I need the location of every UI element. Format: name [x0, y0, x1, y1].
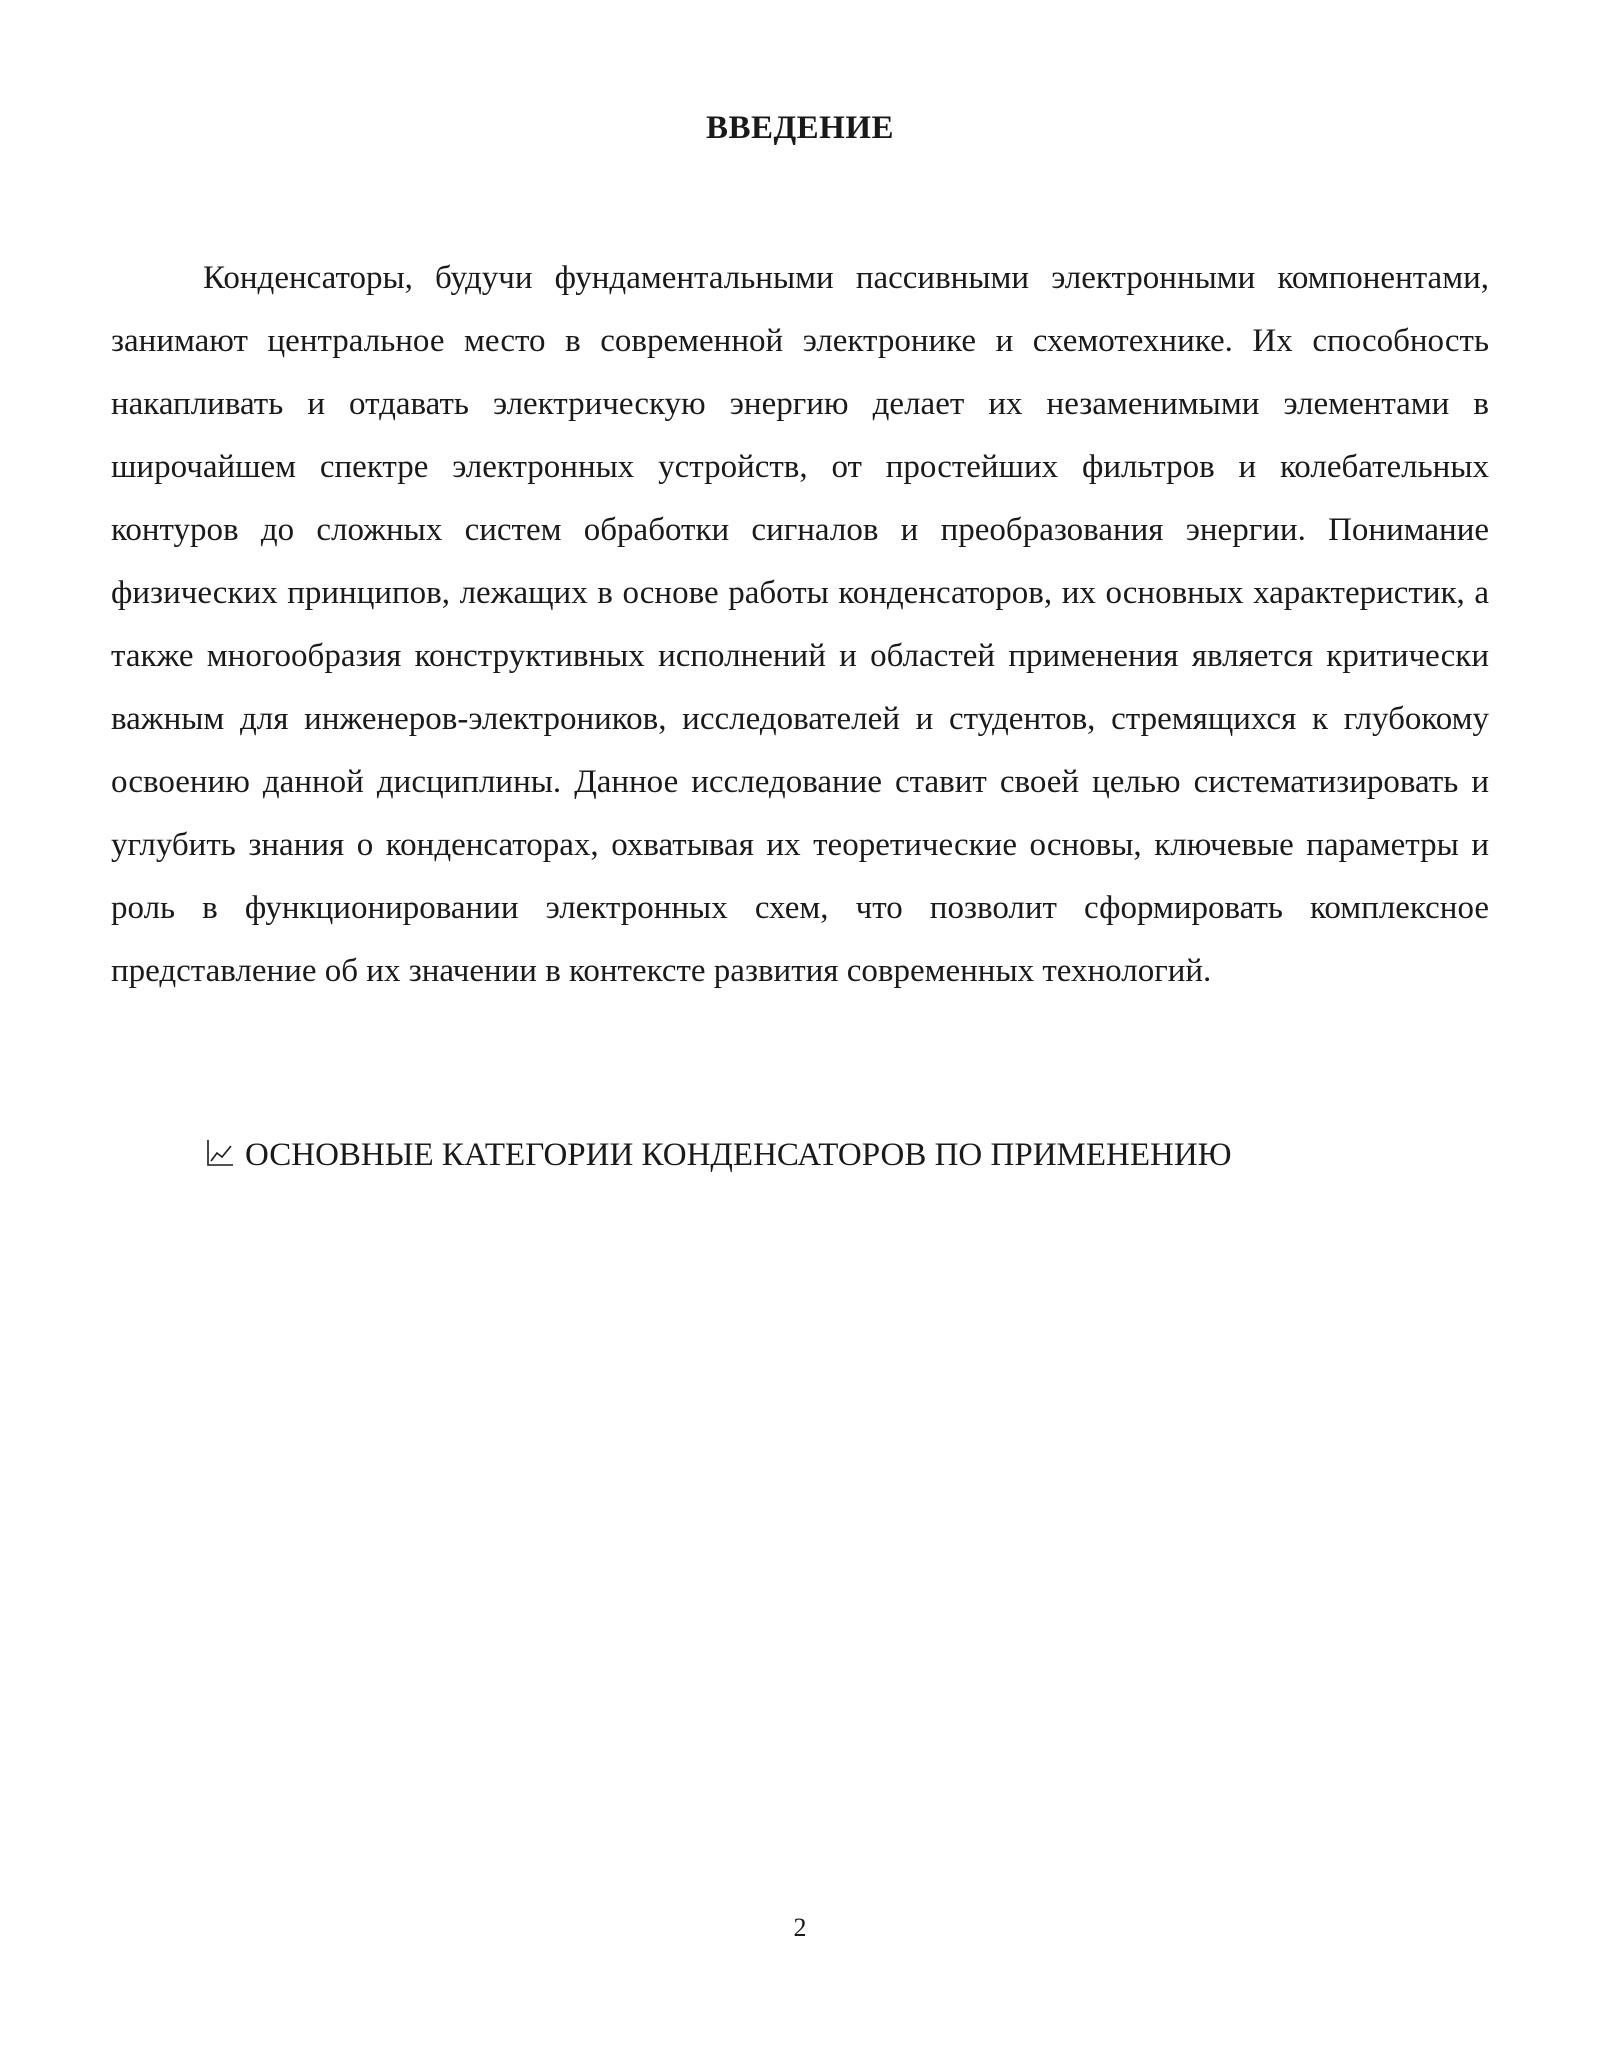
section-title: ОСНОВНЫЕ КАТЕГОРИИ КОНДЕНСАТОРОВ ПО ПРИМЕНЕНИЮ: [245, 1137, 1232, 1173]
intro-paragraph: Конденсаторы, будучи фундаментальными пассивными электронными компонентами, занимают центральное место в современной электронике и схемотехнике. Их способность накапливать и отдавать электрическую энергию делает их незаменимыми элементами в широчайшем спектре электронных устройств, от простейших фильтров и колебательных контуров до сложных систем обработки сигналов и преобразования энергии. Понимание физических принципов, лежащих в основе работы конденсаторов, их основных характеристик, а также многообразия конструктивных исполнений и областей применения является критически важным для инженеров-электроников, исследователей и студентов, стремящихся к глубокому освоению данной дисциплины. Данное исследование ставит своей целью систематизировать и углубить знания о конденсаторах, охватывая их теоретические основы, ключевые параметры и роль в функционировании электронных схем, что позволит сформировать комплексное представление об их значении в контексте развития современных технологий.: [111, 260, 1489, 989]
chart-increasing-icon: [205, 1127, 235, 1157]
section-title-line: [205, 1124, 1505, 1187]
page-number: 2: [793, 1913, 807, 1942]
page-heading: ВВЕДЕНИЕ: [705, 110, 895, 146]
